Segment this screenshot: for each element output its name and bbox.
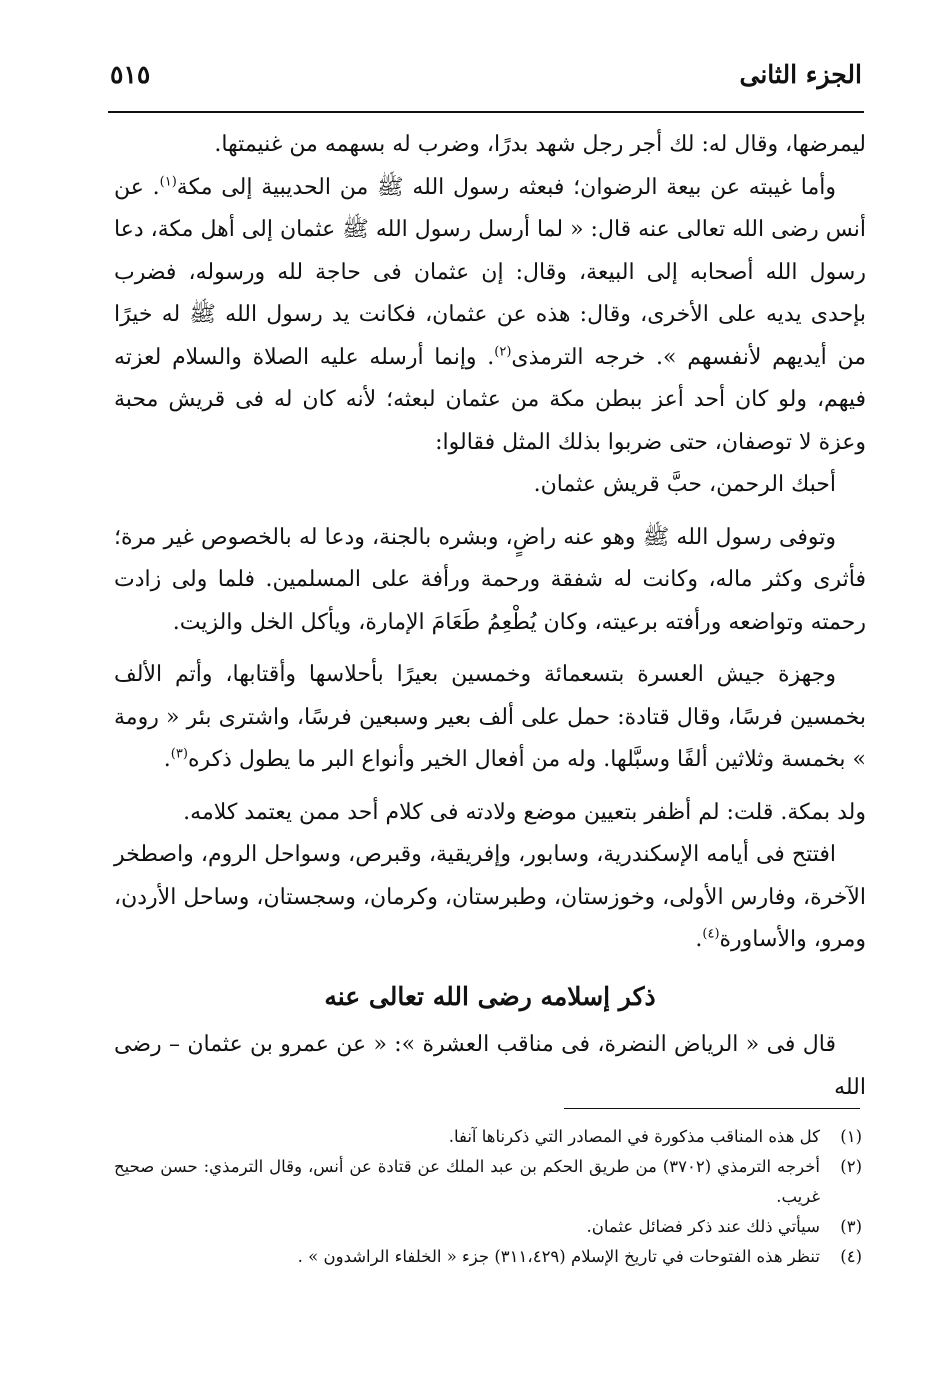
- footnote: [114, 1152, 862, 1212]
- footnote-number: (٤): [840, 1247, 862, 1266]
- page-number: ٥١٥: [110, 60, 151, 89]
- footnote-text: تنظر هذه الفتوحات في تاريخ الإسلام (٣١١،٤٢٩) جزء « الخلفاء الراشدون » .: [297, 1247, 820, 1266]
- paragraph-text: .: [695, 927, 703, 952]
- footnote-ref: (٤): [702, 926, 720, 942]
- footnote-number: (١): [840, 1127, 862, 1146]
- footnote: [114, 1212, 862, 1242]
- footnote: [114, 1122, 862, 1152]
- footnote-ref: (٣): [170, 746, 188, 762]
- paragraph: [114, 654, 866, 782]
- paragraph-text: . عن أنس رضى الله تعالى عنه قال: « لما أرسل رسول الله ﷺ عثمان إلى أهل مكة، دعا رسول الله أصحابه إلى البيعة، وقال: إن عثمان فى حاجة لله ورسوله، فضرب بإحدى يديه على الأخرى، وقال: هذه عن عثمان، فكانت يد رسول الله ﷺ له خيرًا من أيديهم لأنفسهم ». خرجه الترمذى: [114, 174, 867, 370]
- paragraph-text: وجهزة جيش العسرة بتسعمائة وخمسين بعيرًا بأحلاسها وأقتابها، وأتم الألف بخمسين فرسًا، وقال قتادة: حمل على ألف بعير وسبعين فرسًا، واشترى بئر « رومة » بخمسة وثلاثين ألفًا وسبَّلها. وله من أفعال الخير وأنواع البر ما يطول ذكره: [114, 662, 866, 772]
- paragraph: [114, 834, 866, 962]
- footnote-rule: [564, 1108, 860, 1109]
- section-heading: ذكر إسلامه رضى الله تعالى عنه: [324, 981, 656, 1011]
- footnote-number: (٢): [840, 1157, 862, 1176]
- footnote-text: سيأتي ذلك عند ذكر فضائل عثمان.: [586, 1217, 820, 1236]
- paragraph: ولد بمكة. قلت: لم أظفر بتعيين موضع ولادته فى كلام أحد ممن يعتمد كلامه.: [183, 799, 866, 825]
- paragraph-text: ليمرضها، وقال له: لك أجر رجل شهد بدرًا، وضرب له بسهمه من غنيمتها.: [214, 132, 866, 157]
- page-header: [110, 60, 862, 110]
- footnote: [114, 1242, 862, 1272]
- paragraph-text: افتتح فى أيامه الإسكندرية، وسابور، وإفريقية، وقبرص، وسواحل الروم، واصطخر الآخرة، وفارس الأولى، وخوزستان، وطبرستان، وكرمان، وسجستان، وساحل الأردن، ومرو، والأساورة: [114, 842, 866, 952]
- paragraph-text: وأما غيبته عن بيعة الرضوان؛ فبعثه رسول الله ﷺ من الحديبية إلى مكة: [176, 174, 836, 200]
- paragraph-text: . وإنما أرسله عليه الصلاة والسلام لعزته فيهم، ولو كان أحد أعز ببطن مكة من عثمان لبعثه؛ لأنه كان له فى قريش محبة وعزة لا توصفان، حتى ضربوا بذلك المثل فقالوا:: [114, 344, 866, 455]
- footnote-number: (٣): [840, 1217, 862, 1236]
- footnotes: [114, 1122, 862, 1272]
- body-text: [114, 124, 866, 1109]
- paragraph-text: .: [163, 747, 171, 772]
- paragraph: قال فى « الرياض النضرة، فى مناقب العشرة »: « عن عمرو بن عثمان – رضى الله: [114, 1032, 866, 1100]
- header-rule: [108, 111, 864, 113]
- footnote-text: أخرجه الترمذي (٣٧٠٢) من طريق الحكم بن عبد الملك عن قتادة عن أنس، وقال الترمذي: حسن صحيح غريب.: [114, 1157, 820, 1206]
- paragraph: [114, 167, 866, 465]
- footnote-ref: (١): [159, 174, 177, 190]
- footnote-ref: (٢): [494, 344, 512, 360]
- running-title: الجزء الثانى: [739, 60, 862, 89]
- paragraph: [114, 124, 866, 167]
- footnote-text: كل هذه المناقب مذكورة في المصادر التي ذكرناها آنفا.: [448, 1127, 820, 1146]
- paragraph: وتوفى رسول الله ﷺ وهو عنه راضٍ، وبشره بالجنة، ودعا له بالخصوص غير مرة؛ فأثرى وكثر ماله، وكانت له شفقة ورحمة ورأفة على المسلمين. فلما ولى زادت رحمته وتواضعه ورأفته برعيته، وكان يُطْعِمُ طَعَامَ الإمارة، ويأكل الخل والزيت.: [114, 524, 866, 635]
- verse-line: أحبك الرحمن، حبَّ قريش عثمان.: [533, 472, 836, 497]
